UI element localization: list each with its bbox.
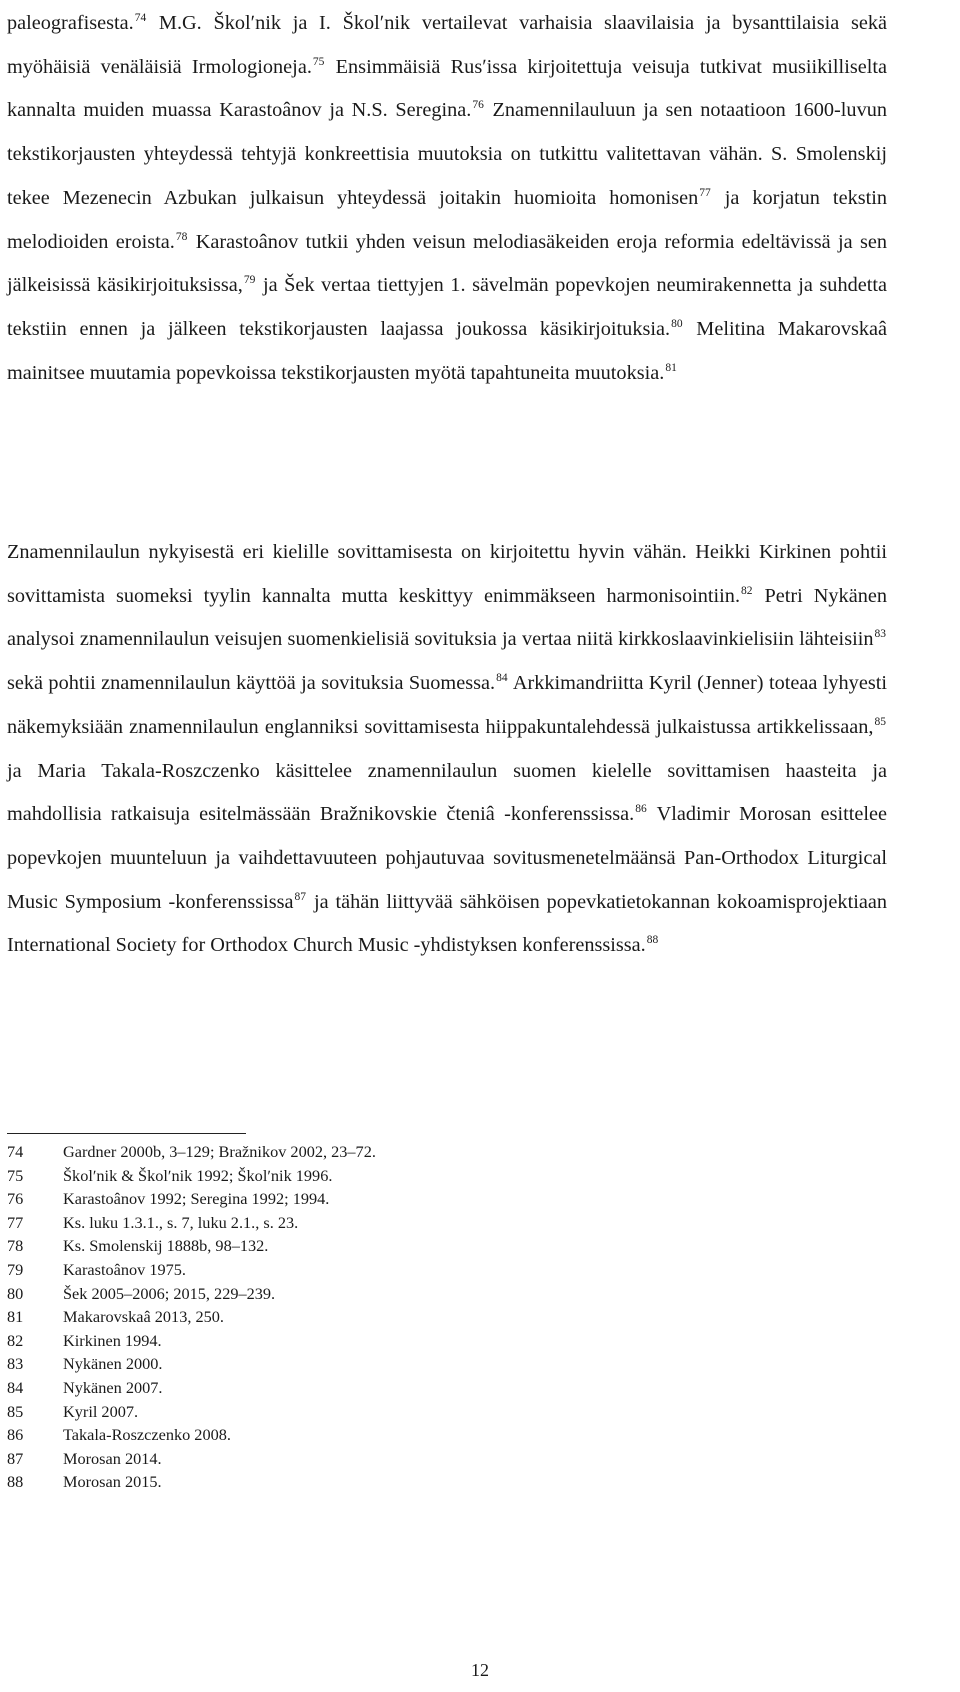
- footnote-ref[interactable]: 86: [635, 803, 647, 816]
- footnote-number: 78: [7, 1236, 24, 1256]
- body-paragraph: [7, 531, 887, 968]
- footnote-number: 86: [7, 1425, 24, 1445]
- footnote-ref[interactable]: 75: [312, 55, 325, 68]
- body-paragraph: [7, 2, 887, 395]
- footnote-number: 79: [7, 1259, 24, 1279]
- footnote-number: 87: [7, 1448, 24, 1468]
- footnote-ref[interactable]: 84: [496, 672, 508, 685]
- footnote-text: Kyril 2007.: [63, 1401, 139, 1421]
- footnote-ref[interactable]: 77: [699, 186, 711, 199]
- footnote-ref[interactable]: 76: [472, 99, 484, 112]
- footnote-item: [7, 1282, 607, 1306]
- paragraph-text: Vladimir Morosan esittelee popevkojen muunteluun ja vaihdettavuuteen pohjautuvaa sovitusmenetelmäänsä Pan-Orthodox Liturgical Music Symposium -konferenssissa: [7, 803, 887, 913]
- footnote-item: [7, 1187, 607, 1211]
- footnote-ref[interactable]: 88: [646, 934, 659, 947]
- footnote-number: 84: [7, 1377, 24, 1397]
- footnote-text: Nykänen 2000.: [63, 1354, 163, 1374]
- footnote-ref[interactable]: 82: [741, 584, 753, 597]
- footnote-text: Ks. Smolenskij 1888b, 98–132.: [63, 1236, 269, 1256]
- footnote-text: Morosan 2015.: [63, 1472, 162, 1492]
- footnote-number: 80: [7, 1283, 24, 1303]
- footnote-number: 83: [7, 1354, 24, 1374]
- paragraph-text: M.G. Školʹnik ja I. Školʹnik vertailevat varhaisia slaavilaisia ja bysanttilaisia sekä myöhäisiä venäläisiä Irmologioneja.: [7, 12, 887, 78]
- footnote-item: [7, 1400, 607, 1424]
- footnote-item: [7, 1140, 607, 1164]
- footnote-number: 76: [7, 1189, 24, 1209]
- footnote-text: Morosan 2014.: [63, 1448, 162, 1468]
- footnote-number: 88: [7, 1472, 24, 1492]
- paragraph-text: Arkkimandriitta Kyril (Jenner) toteaa lyhyesti näkemyksiään znamennilaulun englanniksi sovittamisesta hiippakuntalehdessä julkaistussa artikkelissaan,: [7, 672, 887, 738]
- footnote-item: [7, 1423, 607, 1447]
- footnote-number: 85: [7, 1401, 24, 1421]
- paragraph-text: Melitina Makarovskaâ mainitsee muutamia popevkoissa tekstikorjausten myötä tapahtuneita muutoksia.: [7, 317, 887, 384]
- paragraph-text: Znamennilauluun ja sen notaatioon 1600-luvun tekstikorjausten yhteydessä tehtyjä konkreettisia muutoksia on tutkittu valitettavan vähän. S. Smolenskij tekee Mezenecin Azbukan julkaisun yhteydessä joitakin huomioita homonisen: [7, 99, 887, 209]
- footnote-item: [7, 1376, 607, 1400]
- footnote-item: [7, 1258, 607, 1282]
- footnote-item: [7, 1447, 607, 1471]
- paragraph-text: sekä pohtii znamennilaulun käyttöä ja sovituksia Suomessa.: [7, 672, 496, 695]
- footnote-ref[interactable]: 79: [243, 274, 256, 287]
- paragraph-text: ja korjatun tekstin melodioiden eroista.: [7, 186, 888, 253]
- footnote-item: [7, 1352, 607, 1376]
- footnote-ref[interactable]: 83: [874, 628, 886, 641]
- paragraph-text: Znamennilaulun nykyisestä eri kielille sovittamisesta on kirjoitettu hyvin vähän. Heikki Kirkinen pohtii sovittamista suomeksi tyylin kannalta mutta keskittyy enimmäkseen harmonisointiin.: [7, 541, 887, 607]
- footnote-ref[interactable]: 78: [175, 230, 188, 243]
- footnote-item: [7, 1164, 607, 1188]
- paragraph-text: ja tähän liittyvää sähköisen popevkatietokannan kokoamisprojektiaan International Society for Orthodox Church Music -yhdistyksen konferenssissa.: [7, 890, 887, 957]
- footnote-number: 77: [7, 1212, 24, 1232]
- footnote-ref[interactable]: 85: [874, 715, 886, 728]
- footnote-list: [7, 1140, 607, 1494]
- footnote-text: Školʹnik & Školʹnik 1992; Školʹnik 1996.: [63, 1165, 333, 1185]
- footnote-text: Nykänen 2007.: [63, 1377, 163, 1397]
- page-number: 12: [471, 1660, 489, 1680]
- footnote-text: Takala-Roszczenko 2008.: [63, 1425, 231, 1445]
- footnote-number: 81: [7, 1307, 24, 1327]
- footnote-item: [7, 1470, 607, 1494]
- footnote-text: Karastoânov 1975.: [63, 1259, 186, 1279]
- footnote-number: 82: [7, 1330, 24, 1350]
- paragraph-text: paleografisesta.: [7, 12, 134, 34]
- paragraph-text: ja Šek vertaa tiettyjen 1. sävelmän popevkojen neumirakennetta ja suhdetta tekstiin ennen ja jälkeen tekstikorjausten laajassa joukossa käsikirjoituksia.: [7, 274, 887, 340]
- footnote-item: [7, 1329, 607, 1353]
- footnote-ref[interactable]: 80: [671, 317, 683, 330]
- footnote-text: Šek 2005–2006; 2015, 229–239.: [63, 1283, 276, 1303]
- paragraph-text: ja Maria Takala-Roszczenko käsittelee znamennilaulun suomen kielelle sovittamisen haasteita ja mahdollisia ratkaisuja esitelmässään Bražnikovskie čteniâ -konferenssissa.: [7, 759, 887, 826]
- footnote-number: 75: [7, 1165, 24, 1185]
- footnote-ref[interactable]: 74: [134, 12, 147, 24]
- footnote-separator: [7, 1133, 246, 1134]
- footnote-item: [7, 1305, 607, 1329]
- footnote-text: Karastoânov 1992; Seregina 1992; 1994.: [63, 1189, 330, 1209]
- footnote-text: Gardner 2000b, 3–129; Bražnikov 2002, 23–72.: [63, 1142, 376, 1161]
- footnote-text: Ks. luku 1.3.1., s. 7, luku 2.1., s. 23.: [63, 1212, 299, 1232]
- footnote-ref[interactable]: 81: [665, 361, 677, 374]
- paragraph-text: Petri Nykänen analysoi znamennilaulun veisujen suomenkielisiä sovituksia ja vertaa niitä kirkkoslaavinkielisiin lähteisiin: [7, 584, 887, 651]
- footnote-item: [7, 1211, 607, 1235]
- footnote-text: Makarovskaâ 2013, 250.: [63, 1307, 224, 1327]
- footnote-item: [7, 1234, 607, 1258]
- footnote-text: Kirkinen 1994.: [63, 1330, 162, 1350]
- paragraph-text: Karastoânov tutkii yhden veisun melodiasäkeiden eroja reformia edeltävissä ja sen jälkeisissä käsikirjoituksissa,: [7, 230, 887, 297]
- paragraph-text: Ensimmäisiä Rusʹissa kirjoitettuja veisuja tutkivat musiikilliselta kannalta muiden muassa Karastoânov ja N.S. Seregina.: [7, 55, 887, 122]
- footnote-number: 74: [7, 1142, 24, 1161]
- footnote-ref[interactable]: 87: [294, 890, 307, 903]
